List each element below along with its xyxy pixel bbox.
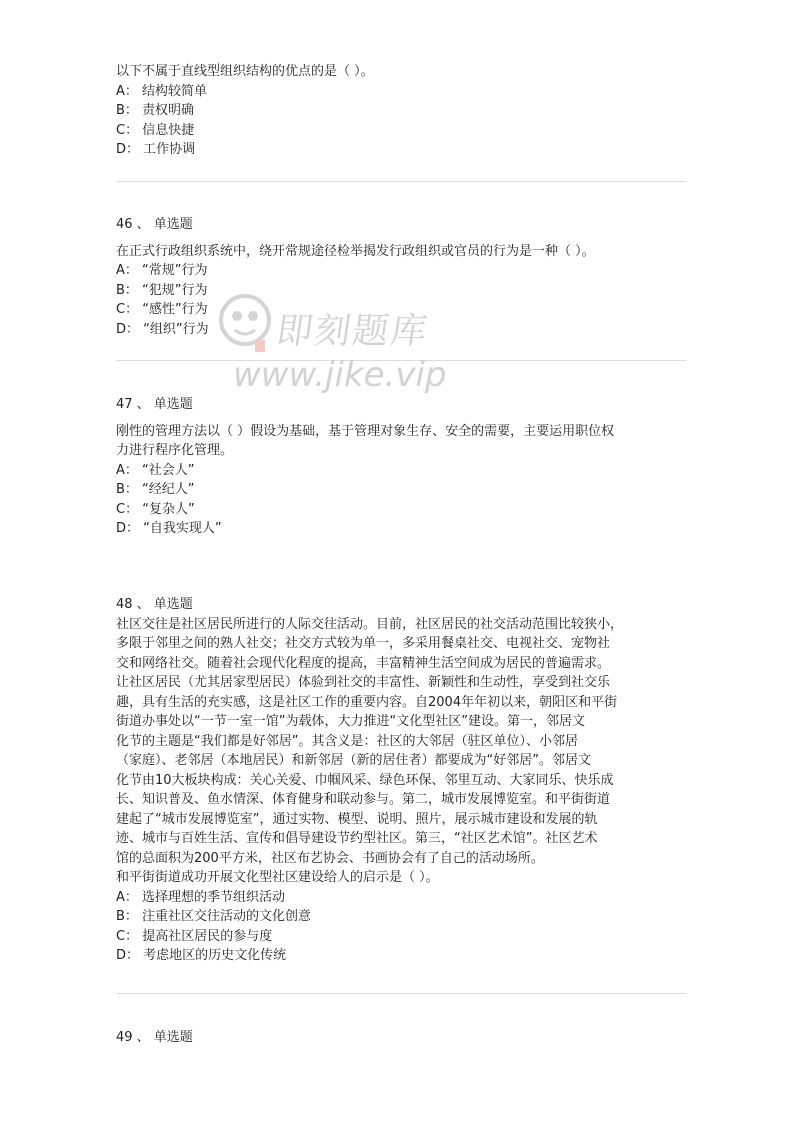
question-48-stem-line: 社区交往是社区居民所进行的人际交往活动。目前，社区居民的社交活动范围比较狭小， <box>116 616 624 632</box>
question-48-option-d: D： 考虑地区的历史文化传统 <box>116 948 287 963</box>
watermark-text-cn: 即刻题库 <box>273 311 432 352</box>
question-48-stem-line: 长、知识普及、鱼水情深、体育健身和联动参与。第二，城市发展博览室。和平街街道 <box>116 792 611 807</box>
divider <box>116 181 686 182</box>
question-47-option-d: D： “自我实现人” <box>116 521 222 536</box>
question-48-header: 48 、 单选题 <box>116 597 193 612</box>
question-49 <box>116 1028 686 1055</box>
question-48-stem-line: 化节的主题是“我们都是好邻居”。其含义是：社区的大邻居（驻区单位）、小邻居 <box>116 733 578 749</box>
question-45 <box>116 62 686 160</box>
question-47 <box>116 395 686 539</box>
question-47-header: 47 、 单选题 <box>116 397 193 412</box>
question-48-stem-line: 化节由10大板块构成：关心关爱、巾帼风采、绿色环保、邻里互动、大家同乐、快乐成 <box>116 772 614 788</box>
question-45-option-a: A： 结构较简单 <box>116 83 208 99</box>
question-47-option-c: C： “复杂人” <box>116 501 195 517</box>
question-46-option-d: D： “组织”行为 <box>116 321 209 337</box>
question-48-option-b: B： 注重社区交往活动的文化创意 <box>116 909 312 924</box>
question-46-option-b: B： “犯规”行为 <box>116 282 208 298</box>
question-48-stem-line: 馆的总面积为200平方米，社区布艺协会、书画协会有了自己的活动场所。 <box>116 850 544 866</box>
question-45-option-c: C： 信息快捷 <box>116 122 195 138</box>
question-46 <box>116 215 686 339</box>
question-48-stem <box>116 615 686 888</box>
question-48-option-c: C： 提高社区居民的参与度 <box>116 928 273 944</box>
question-45-stem: 以下不属于直线型组织结构的优点的是（ ）。 <box>116 64 374 79</box>
question-46-option-c: C： “感性”行为 <box>116 302 208 317</box>
question-48-stem-line: （家庭）、老邻居（本地居民）和新邻居（新的居住者）都要成为“好邻居”。邻居文 <box>116 753 591 768</box>
question-48-stem-line: 和平街街道成功开展文化型社区建设给人的启示是（ ）。 <box>116 870 439 885</box>
watermark-text-en: www.jike.vip <box>233 355 447 395</box>
question-48-stem-line: 趣，具有生活的充实感，这是社区工作的重要内容。自2004年年初以来，朝阳区和平街 <box>116 694 618 710</box>
question-48-stem-line: 街道办事处以“一节一室一馆”为载体，大力推进“文化型社区”建设。第一，邻居文 <box>116 714 585 729</box>
question-48-stem-line: 交和网络社交。随着社会现代化程度的提高，丰富精神生活空间成为居民的普遍需求。 <box>116 655 611 671</box>
question-48-stem-line: 让社区居民（尤其居家型居民）体验到社交的丰富性、新颖性和生动性，享受到社交乐 <box>116 675 611 690</box>
question-45-option-b: B： 责权明确 <box>116 103 195 118</box>
question-48-stem-line: 多限于邻里之间的熟人社交；社交方式较为单一，多采用餐桌社交、电视社交、宠物社 <box>116 636 611 651</box>
question-47-option-a: A： “社会人” <box>116 462 195 478</box>
question-46-option-a: A： “常规”行为 <box>116 263 208 278</box>
question-45-option-d: D： 工作协调 <box>116 142 196 157</box>
question-47-option-b: B： “经纪人” <box>116 482 195 497</box>
question-47-stem-line: 力进行程序化管理。 <box>116 443 234 458</box>
divider <box>116 360 686 361</box>
question-48-option-a: A： 选择理想的季节组织活动 <box>116 889 286 905</box>
question-49-header: 49 、 单选题 <box>116 1030 193 1045</box>
question-48-stem-line: 迹、城市与百姓生活、宣传和倡导建设节约型社区。第三，“社区艺术馆”。社区艺术 <box>116 831 598 846</box>
divider <box>116 993 686 994</box>
question-46-header: 46 、 单选题 <box>116 217 193 232</box>
question-47-stem-line: 刚性的管理方法以（ ）假设为基础，基于管理对象生存、安全的需要，主要运用职位权 <box>116 423 615 439</box>
question-48-stem-line: 建起了“城市发展博览室”，通过实物、模型、说明、照片，展示城市建设和发展的轨 <box>116 811 598 827</box>
question-48 <box>116 595 686 966</box>
question-46-stem: 在正式行政组织系统中，绕开常规途径检举揭发行政组织或官员的行为是一种（ ）。 <box>116 243 595 259</box>
